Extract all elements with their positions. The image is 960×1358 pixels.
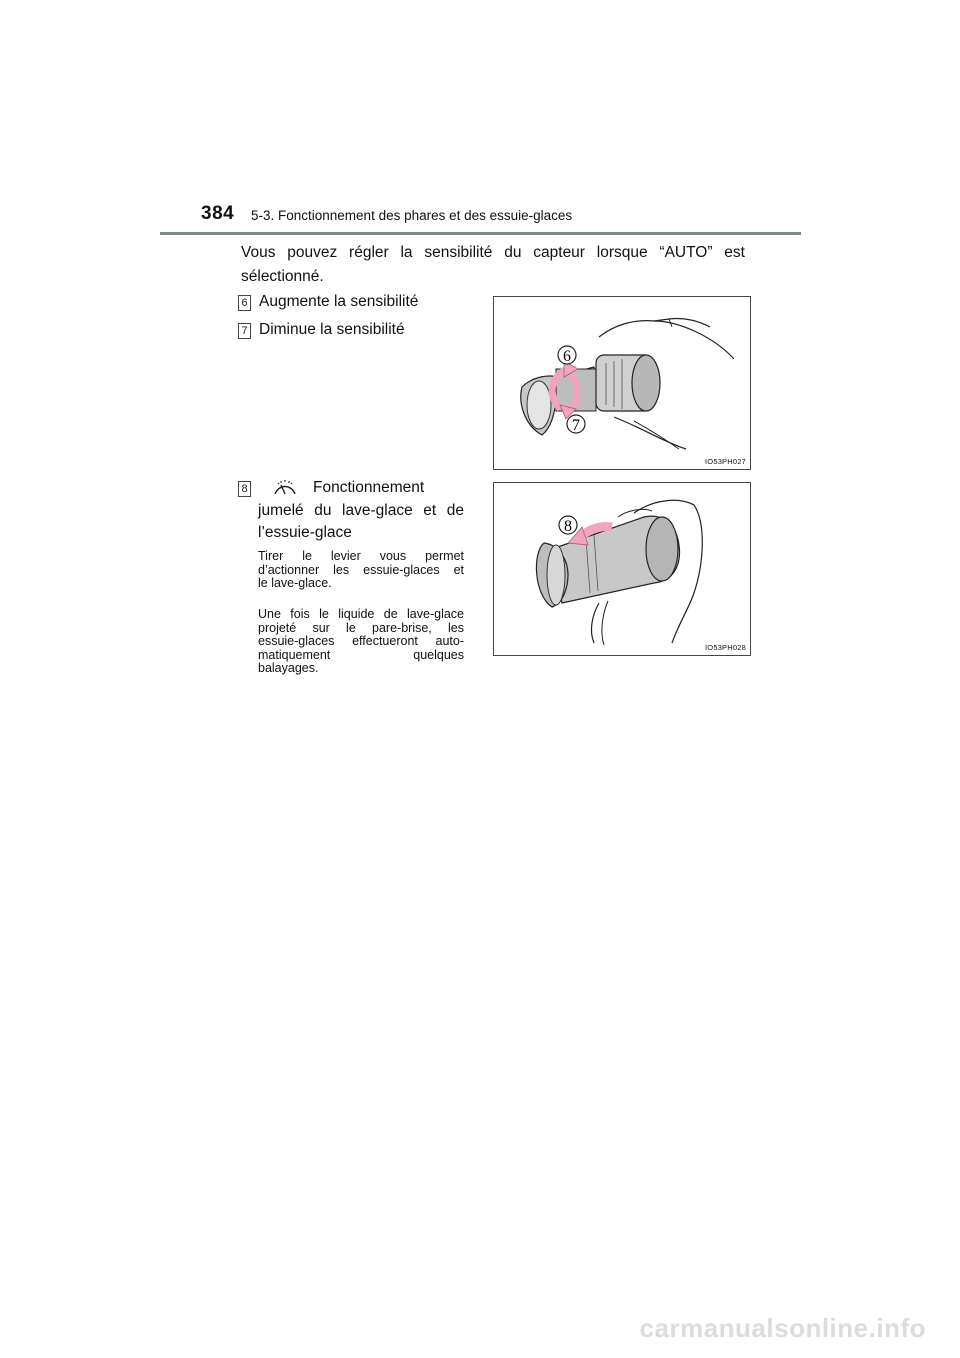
note-wipes: [258, 608, 464, 676]
figure-sensitivity-ring: [493, 296, 751, 470]
item-decrease-sensitivity: Diminue la sensibilité: [259, 321, 405, 338]
note1-line2: d’actionner les essuie-glaces et: [258, 562, 464, 577]
callout-8: 8: [564, 518, 572, 535]
header-rule: [160, 232, 801, 235]
figure-code-2: IO53PH028: [705, 643, 746, 652]
callout-6: 6: [563, 348, 571, 365]
lever-illustration-1: [494, 297, 750, 469]
item-increase-sensitivity: Augmente la sensibilité: [259, 293, 419, 310]
washer-fluid-icon: [273, 478, 297, 498]
marker-6: 6: [238, 295, 251, 311]
item-washer-label-3: l’essuie-glace: [258, 524, 352, 541]
watermark-logo: carmanualsonline.info: [639, 1313, 926, 1343]
note-pull-lever: [258, 550, 464, 591]
note1-line3: le lave-glace.: [258, 576, 332, 590]
intro-line-2: sélectionné.: [241, 268, 324, 285]
lever-illustration-2: [494, 483, 750, 655]
note2-line4: matiquement quelques: [258, 647, 464, 662]
callout-7: 7: [572, 417, 580, 434]
marker-7: 7: [238, 323, 251, 339]
intro-paragraph: [241, 241, 745, 289]
note1-line1: Tirer le levier vous permet: [258, 549, 464, 563]
marker-8: 8: [238, 481, 251, 497]
item-washer-label-cont: [258, 500, 464, 544]
note2-line1: Une fois le liquide de lave-glace: [258, 607, 464, 621]
figure-code-1: IO53PH027: [705, 457, 746, 466]
figure-washer-pull: [493, 482, 751, 656]
section-title: 5-3. Fonctionnement des phares et des essuie-glaces: [251, 208, 573, 223]
note2-line2: projeté sur le pare-brise, les: [258, 620, 464, 635]
note2-line3: essuie-glaces effectueront auto-: [258, 634, 464, 648]
item-washer-label-2: jumelé du lave-glace et de: [258, 502, 464, 519]
item-washer-label-1: Fonctionnement: [313, 479, 425, 496]
note2-line5: balayages.: [258, 661, 319, 675]
intro-line-1: Vous pouvez régler la sensibilité du capteur lorsque “AUTO” est: [241, 244, 745, 261]
page-number: 384: [201, 203, 235, 224]
